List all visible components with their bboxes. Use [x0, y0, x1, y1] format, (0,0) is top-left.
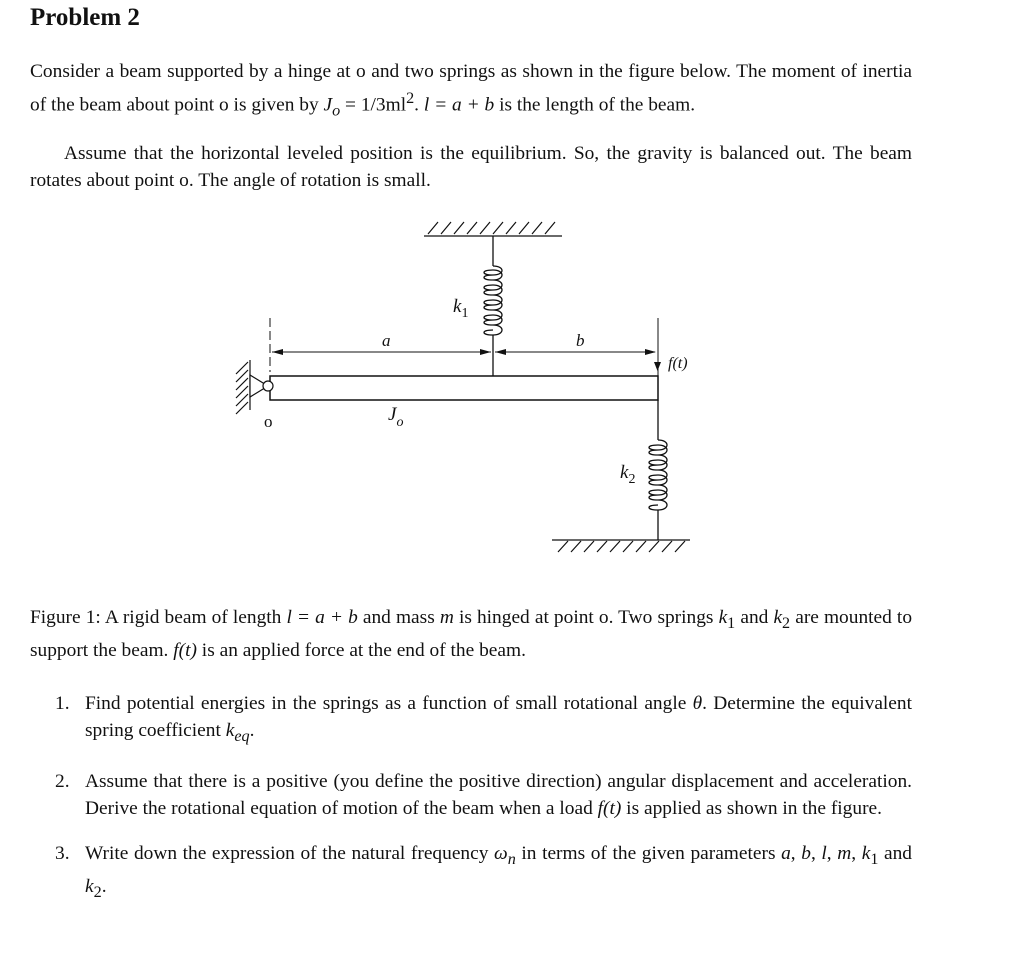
bottom-ground — [552, 540, 690, 552]
question-item: 3. Write down the expression of the natural frequency $\omega_n$ in terms of the given parameters a, b, l, m, $k_1$ and $k_2$. — [55, 842, 912, 901]
label-o: o — [264, 412, 273, 431]
beam-figure — [0, 200, 1024, 560]
intro-paragraph-1: Consider a beam supported by a hinge at o and two springs as shown in the figure below. The moment of inertia of the beam about point o is given by $J_o = 1/3ml^2$. l = a + b is the length of the beam. — [30, 61, 912, 120]
label-k1: $k_1$ — [453, 296, 469, 321]
figure-caption: Figure 1: A rigid beam of length l = a + b and mass m is hinged at point o. Two springs $k_1$ and $k_2$ are mounted to support the beam. f(t) is an applied force at the end of the beam. — [30, 607, 913, 661]
hinge-support — [236, 360, 273, 414]
label-a: a — [382, 331, 391, 350]
question-item: 1. Find potential energies in the springs as a function of small rotational angle θ. Determine the equivalent spring coefficient $k_{eq}$. — [55, 693, 912, 745]
spring-k1 — [484, 236, 502, 376]
label-k2: $k_2$ — [620, 462, 636, 487]
label-b: b — [576, 331, 585, 350]
label-force: f(t) — [668, 355, 688, 372]
dimension-lines — [270, 318, 658, 376]
spring-k2 — [649, 400, 667, 540]
question-item: 2. Assume that there is a positive (you define the positive direction) angular displacement and acceleration. Derive the rotational equation of motion of the beam when a load f(t) is applied as shown in the figure. — [55, 770, 912, 819]
beam — [270, 376, 658, 400]
intro-paragraph-2: Assume that the horizontal leveled position is the equilibrium. So, the gravity is balanced out. The beam rotates about point o. The angle of rotation is small. — [30, 143, 912, 191]
label-Jo: $J_o$ — [388, 404, 404, 430]
question-list — [55, 690, 912, 924]
top-ground — [424, 222, 562, 236]
problem-title: Problem 2 — [30, 4, 140, 31]
